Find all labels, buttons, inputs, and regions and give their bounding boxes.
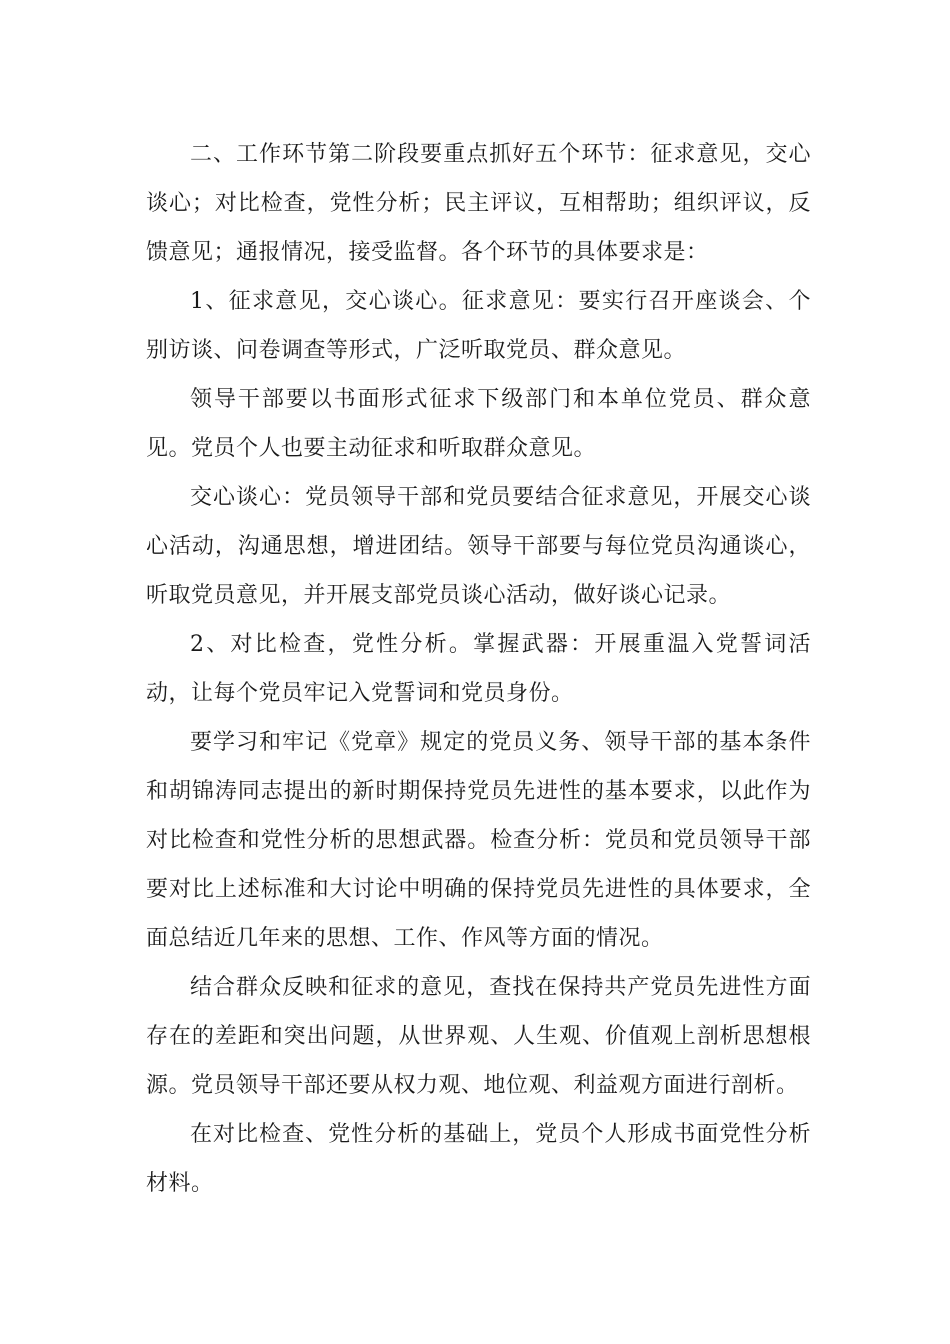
- paragraph-find-gaps: 结合群众反映和征求的意见，查找在保持共产党员先进性方面存在的差距和突出问题，从世界观、人生观、价值观上剖析思想根源。党员领导干部还要从权力观、地位观、利益观方面进行剖析。: [146, 975, 811, 1098]
- paragraph-heart-to-heart: 交心谈心：党员领导干部和党员要结合征求意见，开展交心谈心活动，沟通思想，增进团结。领导干部要与每位党员沟通谈心，听取党员意见，并开展支部党员谈心活动，做好谈心记录。: [146, 485, 811, 608]
- paragraph-work-stages: 二、工作环节第二阶段要重点抓好五个环节：征求意见，交心谈心；对比检查，党性分析；民主评议，互相帮助；组织评议，反馈意见；通报情况，接受监督。各个环节的具体要求是：: [146, 142, 811, 265]
- paragraph-comparison-check: 2、对比检查，党性分析。掌握武器：开展重温入党誓词活动，让每个党员牢记入党誓词和党员身份。: [146, 632, 811, 706]
- paragraph-written-analysis: 在对比检查、党性分析的基础上，党员个人形成书面党性分析材料。: [146, 1122, 811, 1196]
- paragraph-study-party-constitution: 要学习和牢记《党章》规定的党员义务、领导干部的基本条件和胡锦涛同志提出的新时期保持党员先进性的基本要求，以此作为对比检查和党性分析的思想武器。检查分析：党员和党员领导干部要对比上述标准和大讨论中明确的保持党员先进性的具体要求，全面总结近几年来的思想、工作、作风等方面的情况。: [146, 730, 811, 951]
- paragraph-written-solicitation: 领导干部要以书面形式征求下级部门和本单位党员、群众意见。党员个人也要主动征求和听取群众意见。: [146, 387, 811, 461]
- paragraph-solicit-opinions: 1、征求意见，交心谈心。征求意见：要实行召开座谈会、个别访谈、问卷调查等形式，广泛听取党员、群众意见。: [146, 289, 811, 363]
- document-body: [146, 130, 811, 1208]
